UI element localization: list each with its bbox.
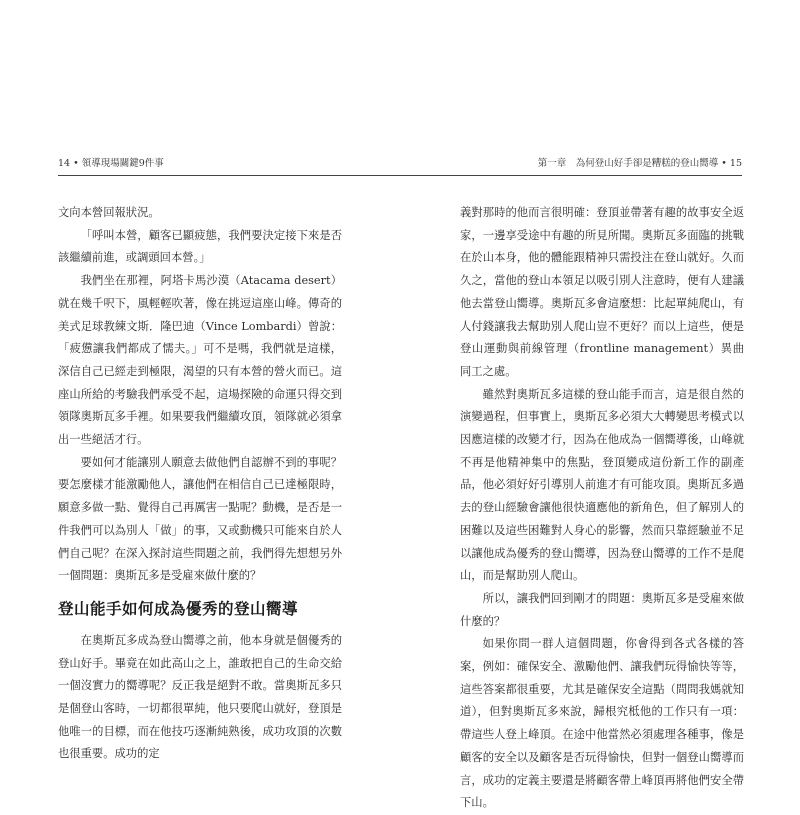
paragraph: 「呼叫本營，顧客已顯疲態，我們要決定接下來是否該繼續前進，或調頭回本營。」	[58, 228, 342, 265]
left-running-head: 14 • 領導現場關鍵9件事	[58, 158, 164, 169]
left-text-column	[58, 202, 342, 766]
right-page	[400, 0, 800, 810]
right-header-rule	[400, 175, 742, 176]
paragraph: 文向本營回報狀況。	[58, 206, 160, 219]
paragraph: 在奧斯瓦多成為登山嚮導之前，他本身就是個優秀的登山好手。畢竟在如此高山之上，誰敢把自己的生命交給一個沒實力的嚮導呢？反正我是絕對不敢。當奧斯瓦多只是個登山客時，一切都很單純，他只要爬山就好，登頂是他唯一的目標，而在他技巧逐漸純熟後，成功攻頂的次數也很重要。成功的定	[58, 633, 342, 761]
paragraph: 雖然對奧斯瓦多這樣的登山能手而言，這是很自然的演變過程，但事實上，奧斯瓦多必須大大轉變思考模式以因應這樣的改變才行，因為在他成為一個嚮導後，山峰就不再是他精神集中的焦點，登頂變成這份新工作的副產品，他必須好好引導別人前進才有可能攻頂。奧斯瓦多過去的登山經驗會讓他很快適應他的新角色，但了解別人的困難以及這些困難對人身心的影響，然而只靠經驗並不足以讓他成為優秀的登山嚮導，因為登山嚮導的工作不是爬山，而是幫助別人爬山。	[460, 387, 744, 583]
paragraph: 義對那時的他而言很明確：登頂並帶著有趣的故事安全返家，一邊享受途中有趣的所見所聞。奧斯瓦多面臨的挑戰在於山本身，他的體能跟精神只需投注在登山就好。久而久之，當他的登山本領足以吸引別人注意時，便有人建議他去當登山嚮導。奧斯瓦多會這麼想：比起單純爬山，有人付錢讓我去幫助別人爬山豈不更好？而以上這些，便是登山運動與前線管理（frontline management）異曲同工之處。	[460, 206, 744, 378]
paragraph: 我們坐在那裡，阿塔卡馬沙漠（Atacama desert）就在幾千呎下，風輕輕吹著，像在挑逗這座山峰。傳奇的美式足球教練文斯．隆巴迪（Vince Lombardi）曾說：「疲憊讓我們都成了懦夫。」可不是嗎，我們就是這樣，深信自己已經走到極限，渴望的只有本營的營火而已。這座山所給的考驗我們承受不起，這場探險的命運只得交到領隊奧斯瓦多手裡。如果要我們繼續攻頂，領隊就必須拿出一些絕活才行。	[58, 274, 342, 447]
section-heading: 登山能手如何成為優秀的登山嚮導	[58, 598, 299, 618]
paragraph: 要如何才能讓別人願意去做他們自認辦不到的事呢？要怎麼樣才能激勵他人，讓他們在相信自己已達極限時，願意多做一點、覺得自己再厲害一點呢？動機，是否是一件我們可以為別人「做」的事，又或動機只可能來自於人們自己呢？在深入探討這些問題之前，我們得先想想另外一個問題：奧斯瓦多是受雇來做什麼的？	[58, 455, 342, 583]
right-text-column	[460, 202, 744, 815]
right-running-head: 第一章 為何登山好手卻是糟糕的登山嚮導 • 15	[537, 158, 742, 169]
left-page	[0, 0, 400, 800]
paragraph: 所以，讓我們回到剛才的問題：奧斯瓦多是受雇來做什麼的？	[460, 591, 744, 628]
left-header-rule	[58, 175, 400, 176]
paragraph: 如果你問一群人這個問題，你會得到各式各樣的答案，例如：確保安全、激勵他們、讓我們玩得愉快等等，這些答案都很重要，尤其是確保安全這點（問問我媽就知道），但對奧斯瓦多來說，歸根究柢他的工作只有一項：帶這些人登上峰頂。在途中他當然必須處理各種事，像是顧客的安全以及顧客是否玩得愉快，但對一個登山嚮導而言，成功的定義主要還是將顧客帶上峰頂再將他們安全帶下山。	[460, 637, 744, 810]
